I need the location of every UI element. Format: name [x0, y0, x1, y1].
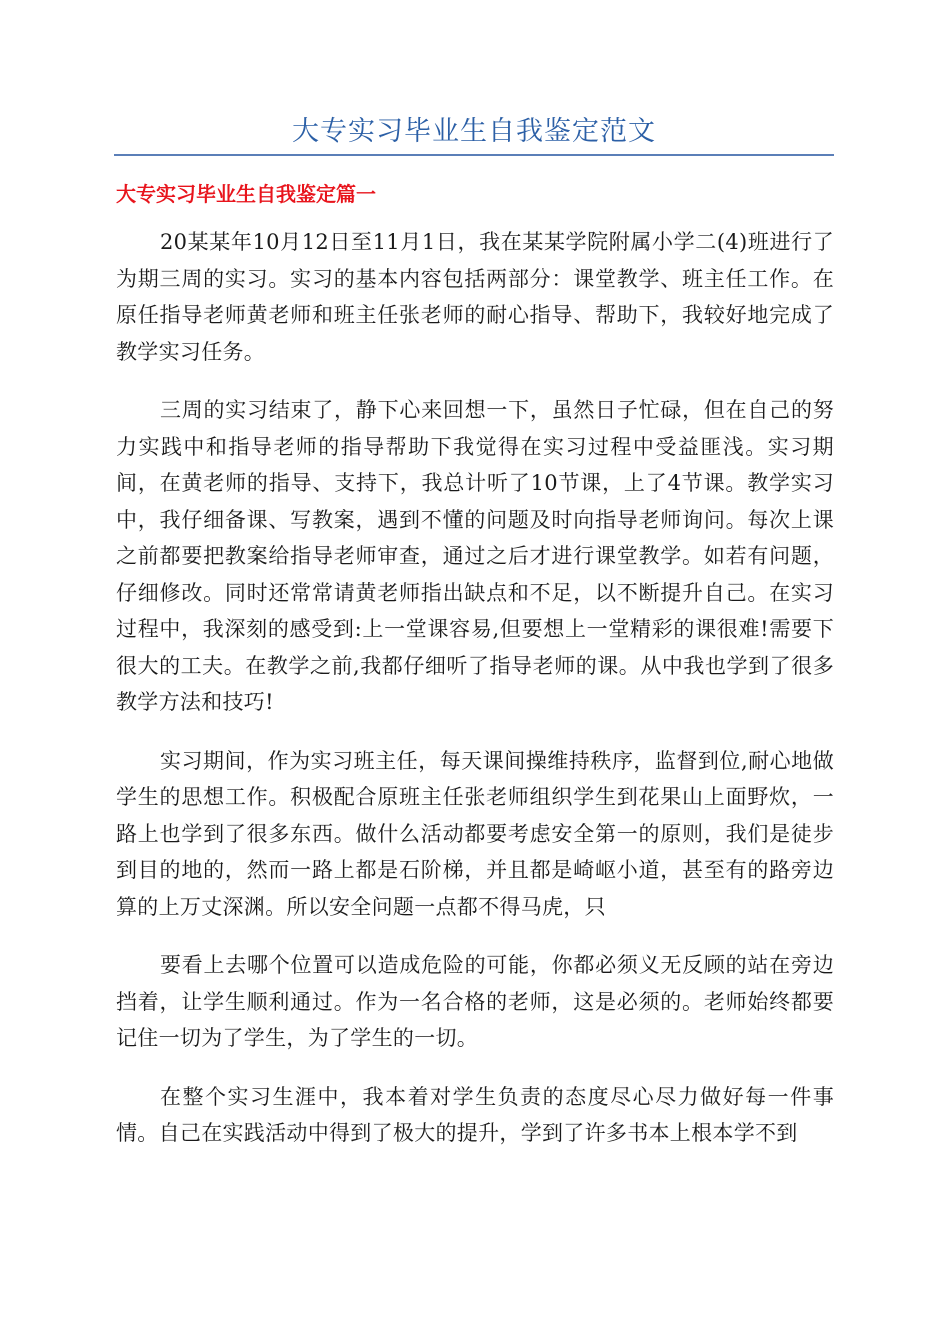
document-title: 大专实习毕业生自我鉴定范文 [292, 116, 656, 147]
paragraph: 20某某年10月12日至11月1日，我在某某学院附属小学二(4)班进行了为期三周的实习。实习的基本内容包括两部分：课堂教学、班主任工作。在原任指导老师黄老师和班主任张老师的耐心指导、帮助下，我较好地完成了教学实习任务。 [116, 230, 834, 364]
paragraph: 实习期间，作为实习班主任，每天课间操维持秩序，监督到位,耐心地做学生的思想工作。积极配合原班主任张老师组织学生到花果山上面野炊，一路上也学到了很多东西。做什么活动都要考虑安全第一的原则，我们是徒步到目的地的，然而一路上都是石阶梯，并且都是崎岖小道，甚至有的路旁边算的上万丈深渊。所以安全问题一点都不得马虎，只 [116, 748, 834, 919]
paragraph: 在整个实习生涯中，我本着对学生负责的态度尽心尽力做好每一件事情。自己在实践活动中得到了极大的提升，学到了许多书本上根本学不到 [116, 1084, 834, 1145]
section-heading: 大专实习毕业生自我鉴定篇一 [116, 182, 376, 206]
paragraph: 要看上去哪个位置可以造成危险的可能，你都必须义无反顾的站在旁边挡着，让学生顺利通过。作为一名合格的老师，这是必须的。老师始终都要记住一切为了学生，为了学生的一切。 [116, 953, 834, 1050]
document-body [116, 224, 834, 1174]
title-underline [114, 154, 834, 156]
paragraph: 三周的实习结束了，静下心来回想一下，虽然日子忙碌，但在自己的努力实践中和指导老师的指导帮助下我觉得在实习过程中受益匪浅。实习期间，在黄老师的指导、支持下，我总计听了10节课，上了4节课。教学实习中，我仔细备课、写教案，遇到不懂的问题及时向指导老师询问。每次上课之前都要把教案给指导老师审查，通过之后才进行课堂教学。如若有问题，仔细修改。同时还常常请黄老师指出缺点和不足，以不断提升自己。在实习过程中，我深刻的感受到:上一堂课容易,但要想上一堂精彩的课很难!需要下很大的工夫。在教学之前,我都仔细听了指导老师的课。从中我也学到了很多教学方法和技巧! [116, 398, 834, 714]
